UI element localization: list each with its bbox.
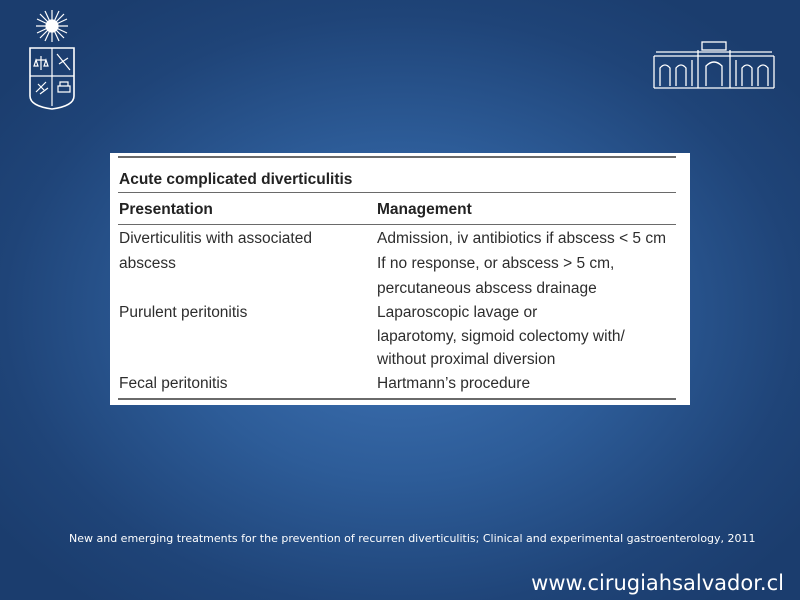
table-cell-management: Laparoscopic lavage or — [377, 304, 538, 321]
table-cell-management: percutaneous abscess drainage — [377, 280, 597, 297]
table-cell-presentation: Diverticulitis with associated — [119, 230, 312, 247]
table-title-rule — [118, 192, 676, 193]
table-title: Acute complicated diverticulitis — [119, 171, 353, 188]
column-header-management: Management — [377, 201, 472, 218]
table-cell-management: If no response, or abscess > 5 cm, — [377, 255, 615, 272]
table-cell-management: Admission, iv antibiotics if abscess < 5 cm — [377, 230, 667, 247]
website-url: www.cirugiahsalvador.cl — [531, 571, 784, 595]
diverticulitis-table — [110, 153, 690, 405]
table-cell-management: without proximal diversion — [377, 351, 556, 368]
table-bottom-rule — [118, 398, 676, 400]
table-cell-management: Hartmann’s procedure — [377, 375, 531, 392]
table-cell-presentation: abscess — [119, 255, 176, 272]
citation-text: New and emerging treatments for the prevention of recurren diverticulitis; Clinical and experimental gastroenterology, 2011 — [69, 532, 756, 545]
university-crest-icon — [26, 8, 78, 110]
table-cell-management: laparotomy, sigmoid colectomy with/ — [377, 328, 625, 345]
table-cell-presentation: Fecal peritonitis — [119, 375, 228, 392]
hospital-building-icon — [652, 40, 776, 92]
table-cell-presentation: Purulent peritonitis — [119, 304, 248, 321]
table-top-rule — [118, 156, 676, 158]
table-header-rule — [118, 224, 676, 225]
column-header-presentation: Presentation — [119, 201, 213, 218]
